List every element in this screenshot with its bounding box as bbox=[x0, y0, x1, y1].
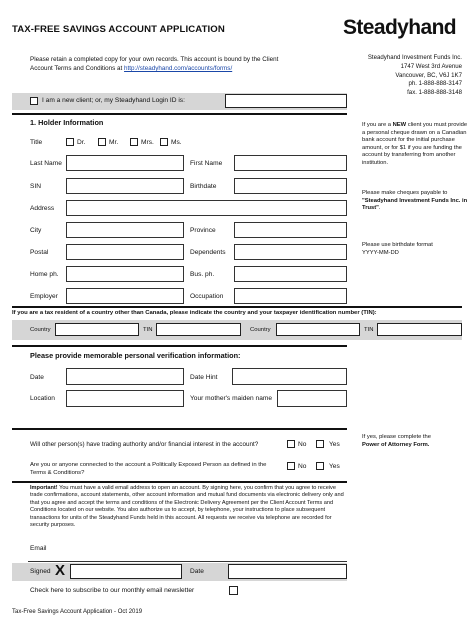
verification-date-label: Date bbox=[30, 374, 44, 381]
business-phone-input[interactable] bbox=[234, 266, 347, 282]
form-title: TAX-FREE SAVINGS ACCOUNT APPLICATION bbox=[12, 24, 225, 35]
date-hint-input[interactable] bbox=[232, 368, 347, 385]
pep-question-line1: Are you or anyone connected to the account a Politically Exposed Person as defined in the bbox=[30, 462, 267, 468]
employer-label: Employer bbox=[30, 293, 58, 300]
location-input[interactable] bbox=[66, 390, 184, 407]
verification-rule bbox=[12, 345, 347, 347]
pep-yes-label: Yes bbox=[329, 463, 340, 470]
note-post: client you must provide a personal cheque drawn on a Canadian bank account for the initial purchase amount, or for $1 if you are funding the account by transferring from another institution. bbox=[362, 122, 468, 166]
country-2-input[interactable] bbox=[276, 323, 360, 336]
trading-authority-no-label: No bbox=[298, 441, 307, 448]
login-id-input[interactable] bbox=[225, 94, 347, 108]
address-input[interactable] bbox=[66, 200, 347, 216]
occupation-label: Occupation bbox=[190, 293, 224, 300]
tin-1-input[interactable] bbox=[156, 323, 241, 336]
company-street: 1747 West 3rd Avenue bbox=[400, 62, 462, 70]
tin-1-label: TIN bbox=[143, 327, 153, 333]
tax-rule bbox=[12, 306, 462, 308]
tin-2-label: TIN bbox=[364, 327, 374, 333]
client-row-label: I am a new client; or, my Steadyhand Login ID is: bbox=[42, 97, 185, 104]
city-label: City bbox=[30, 227, 42, 234]
signature-date-input[interactable] bbox=[228, 564, 347, 579]
sin-label: SIN bbox=[30, 183, 41, 190]
note-pre: If you are a bbox=[362, 122, 393, 128]
page-footer: Tax-Free Savings Account Application - Oct 2019 bbox=[12, 609, 143, 615]
email-label: Email bbox=[30, 545, 47, 552]
tin-2-input[interactable] bbox=[377, 323, 462, 336]
steadyhand-logo: Steadyhand bbox=[343, 16, 457, 39]
trading-authority-question: Will other person(s) have trading authority and/or financial interest in the account? bbox=[30, 441, 259, 448]
home-phone-label: Home ph. bbox=[30, 271, 59, 278]
title-ms-checkbox[interactable] bbox=[160, 138, 168, 146]
cheque-note bbox=[362, 190, 470, 213]
newsletter-label: Check here to subscribe to our monthly email newsletter bbox=[30, 587, 195, 594]
title-mrs-checkbox[interactable] bbox=[130, 138, 138, 146]
company-address bbox=[322, 54, 462, 98]
dependents-label: Dependents bbox=[190, 249, 226, 256]
business-phone-label: Bus. ph. bbox=[190, 271, 215, 278]
province-input[interactable] bbox=[234, 222, 347, 238]
cheque-pre: Please make cheques payable to bbox=[362, 190, 448, 196]
intro-body: Please retain a completed copy for your own records. This account is bound by the Client Account Terms and Conditions at bbox=[30, 56, 279, 72]
section-rule bbox=[12, 113, 347, 115]
important-label: Important! bbox=[30, 485, 58, 491]
new-client-checkbox[interactable] bbox=[30, 97, 38, 105]
country-1-input[interactable] bbox=[55, 323, 139, 336]
pep-yes-checkbox[interactable] bbox=[316, 462, 324, 470]
title-dr-checkbox[interactable] bbox=[66, 138, 74, 146]
power-of-attorney-note bbox=[362, 434, 470, 449]
city-input[interactable] bbox=[66, 222, 184, 238]
dependents-input[interactable] bbox=[234, 244, 347, 260]
pep-no-label: No bbox=[298, 463, 307, 470]
employer-input[interactable] bbox=[66, 288, 184, 304]
title-mrs-label: Mrs. bbox=[141, 139, 154, 146]
occupation-input[interactable] bbox=[234, 288, 347, 304]
signature-date-label: Date bbox=[190, 568, 204, 575]
title-dr-label: Dr. bbox=[77, 139, 86, 146]
cheque-post: . bbox=[378, 205, 381, 212]
signature-x-mark: X bbox=[55, 562, 66, 579]
trading-authority-yes-label: Yes bbox=[329, 441, 340, 448]
important-notice bbox=[30, 485, 347, 529]
date-hint-label: Date Hint bbox=[190, 374, 218, 381]
new-client-note bbox=[362, 122, 470, 168]
maiden-name-label: Your mother's maiden name bbox=[190, 395, 273, 402]
pep-no-checkbox[interactable] bbox=[287, 462, 295, 470]
home-phone-input[interactable] bbox=[66, 266, 184, 282]
company-city: Vancouver, BC, V6J 1K7 bbox=[395, 71, 462, 79]
first-name-input[interactable] bbox=[234, 155, 347, 171]
maiden-name-input[interactable] bbox=[277, 390, 347, 407]
forms-link[interactable]: http://steadyhand.com/accounts/forms/ bbox=[124, 65, 233, 72]
birthdate-label: Birthdate bbox=[190, 183, 217, 190]
birthdate-input[interactable] bbox=[234, 178, 347, 194]
trading-authority-no-checkbox[interactable] bbox=[287, 440, 295, 448]
cheque-payee: "Steadyhand Investment Funds Inc. in Trust" bbox=[362, 197, 468, 212]
location-label: Location bbox=[30, 395, 55, 402]
last-name-input[interactable] bbox=[66, 155, 184, 171]
note-new-emphasis: NEW bbox=[392, 122, 407, 128]
company-name: Steadyhand Investment Funds Inc. bbox=[367, 54, 462, 61]
poa-line2: Power of Attorney Form. bbox=[362, 441, 430, 448]
poa-line1: If yes, please complete the bbox=[362, 434, 431, 440]
verification-heading: Please provide memorable personal verification information: bbox=[30, 351, 241, 360]
postal-label: Postal bbox=[30, 249, 49, 256]
signature-input[interactable] bbox=[70, 564, 182, 579]
important-text: You must have a valid email address to open an account. By signing here, you confirm that you agree to receive trade confirmations, account statements, other account information and mutual fund documents via electronic delivery only and that you agree and accept the terms and conditions of the Electronic Delivery Agreement per the Client Account Terms and Conditions located on our website. You also authorize us to accept, by telephone, your instructions to place subsequent transactions for units of the Steadyhand Funds held in this account. All requests we receive via telephone are recorded for security purposes. bbox=[30, 485, 344, 529]
first-name-label: First Name bbox=[190, 160, 223, 167]
trading-authority-yes-checkbox[interactable] bbox=[316, 440, 324, 448]
company-phone: ph. 1-888-888-3147 bbox=[408, 80, 462, 88]
country-1-label: Country bbox=[30, 327, 51, 333]
birth-format-line2: YYYY-MM-DD bbox=[362, 249, 399, 256]
birth-format-line1: Please use birthdate format bbox=[362, 242, 433, 248]
last-name-label: Last Name bbox=[30, 160, 62, 167]
postal-input[interactable] bbox=[66, 244, 184, 260]
email-input[interactable] bbox=[28, 554, 347, 562]
newsletter-checkbox[interactable] bbox=[229, 586, 238, 595]
important-rule bbox=[12, 481, 347, 483]
intro-text bbox=[30, 55, 290, 73]
title-label: Title bbox=[30, 139, 43, 146]
sin-input[interactable] bbox=[66, 178, 184, 194]
address-label: Address bbox=[30, 205, 55, 212]
country-2-label: Country bbox=[250, 327, 271, 333]
birthdate-format-note bbox=[362, 242, 470, 257]
questions-rule bbox=[12, 428, 347, 430]
holder-heading: 1. Holder Information bbox=[30, 118, 104, 127]
verification-date-input[interactable] bbox=[66, 368, 184, 385]
signed-label: Signed bbox=[30, 568, 51, 575]
province-label: Province bbox=[190, 227, 216, 234]
title-mr-label: Mr. bbox=[109, 139, 119, 146]
company-fax: fax. 1-888-888-3148 bbox=[407, 89, 462, 97]
pep-question-line2: Terms & Conditions? bbox=[30, 470, 85, 476]
title-mr-checkbox[interactable] bbox=[98, 138, 106, 146]
title-ms-label: Ms. bbox=[171, 139, 182, 146]
tax-heading: If you are a tax resident of a country other than Canada, please indicate the country and your taxpayer identification number (TIN): bbox=[12, 310, 377, 316]
